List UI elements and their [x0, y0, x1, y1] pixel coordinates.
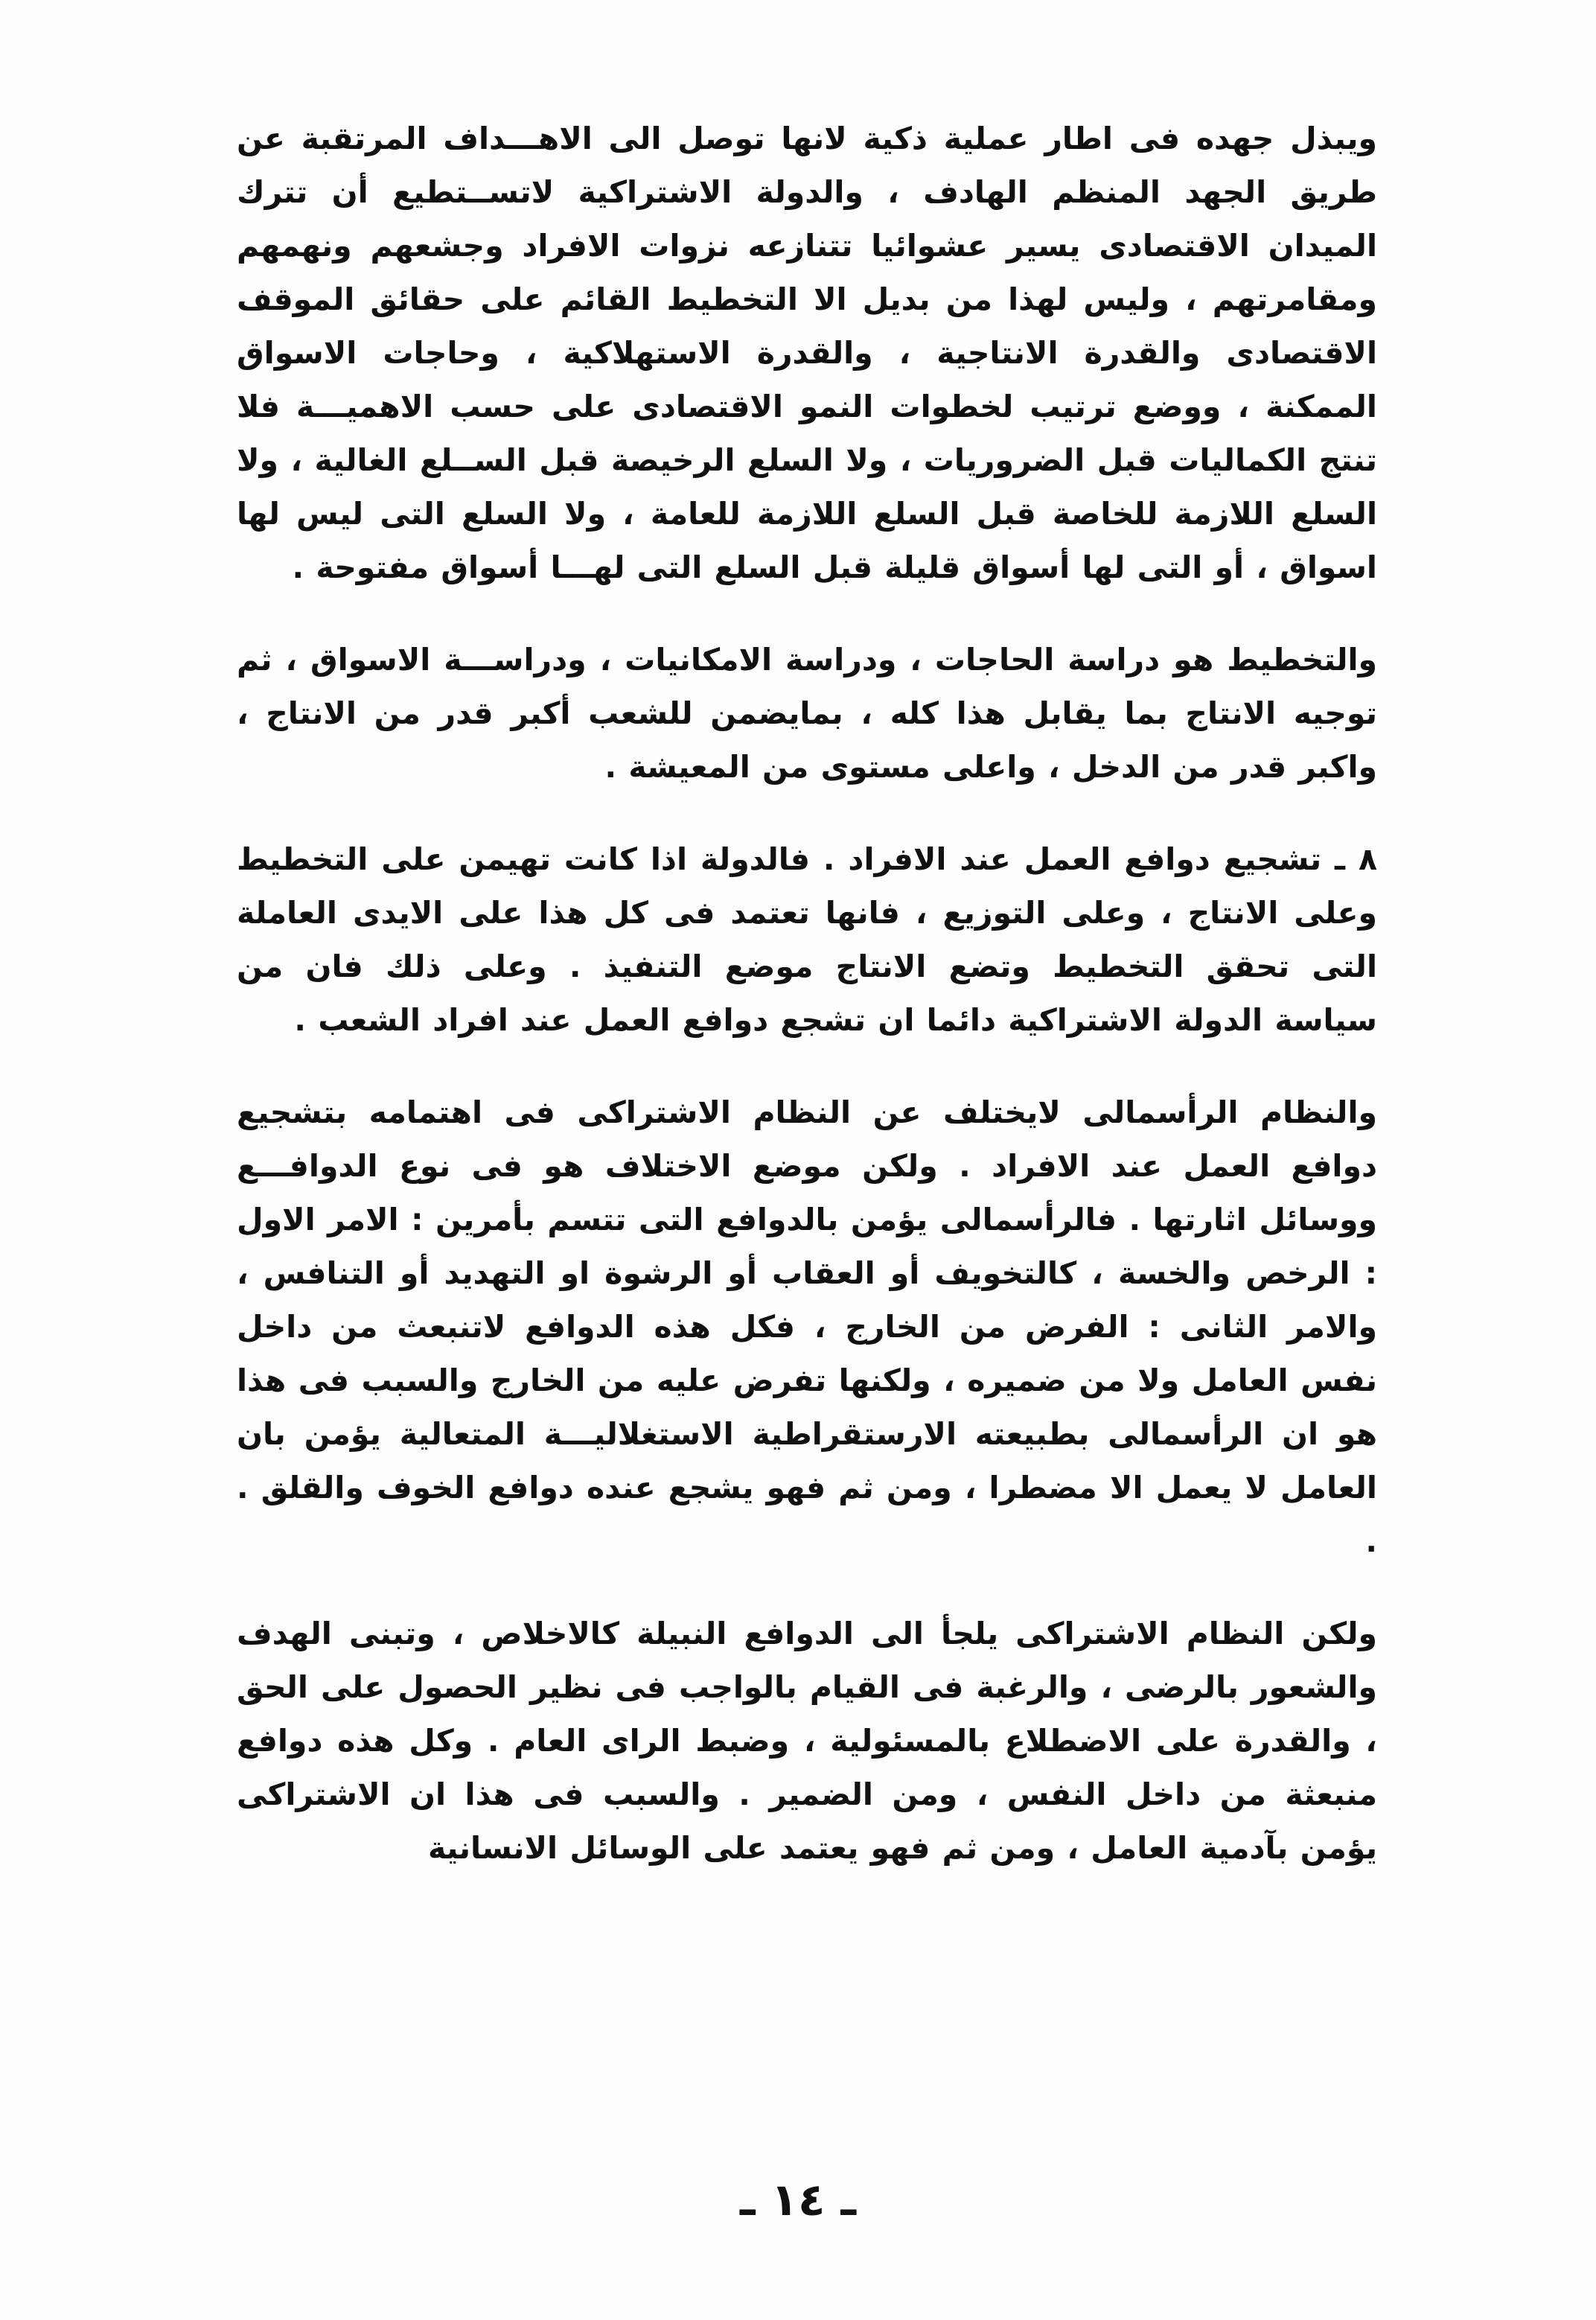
paragraph-4: والنظام الرأسمالى لايختلف عن النظام الاشتراكى فى اهتمامه بتشجيع دوافع العمل عند الافراد . ولكن موضع الاختلاف هو فى نوع الدوافـــع ووسائل اثارتها . فالرأسمالى يؤمن بالدوافع التى تتسم بأمرين : الامر الاول : الرخص والخسة ، كالتخويف أو العقاب أو الرشوة او التهديد أو التنافس ، والامر الثانى : الفرض من الخارج ، فكل هذه الدوافع لاتنبعث من داخل نفس العامل ولا من ضميره ، ولكنها تفرض عليه من الخارج والسبب فى هذا هو ان الرأسمالى بطبيعته الارستقراطية الاستغلاليـــة المتعالية يؤمن بان العامل لا يعمل الا مضطرا ، ومن ثم فهو يشجع عنده دوافع الخوف والقلق . .: [237, 1094, 1377, 1559]
paragraph-3: ٨ ـ تشجيع دوافع العمل عند الافراد . فالدولة اذا كانت تهيمن على التخطيط وعلى الانتاج ، وعلى التوزيع ، فانها تعتمد فى كل هذا على الايدى العاملة التى تحقق التخطيط وتضع الانتاج موضع التنفيذ . وعلى ذلك فان من سياسة الدولة الاشتراكية دائما ان تشجع دوافع العمل عند افراد الشعب .: [237, 841, 1377, 1038]
page-number: ـ ١٤ ـ: [739, 2174, 857, 2226]
text-column: [237, 112, 1377, 1875]
paragraph-1: ويبذل جهده فى اطار عملية ذكية لانها توصل الى الاهـــداف المرتقبة عن طريق الجهد المنظم الهادف ، والدولة الاشتراكية لاتســتطيع أن تترك الميدان الاقتصادى يسير عشوائيا تتنازعه نزوات الافراد وجشعهم ونهمهم ومقامرتهم ، وليس لهذا من بديل الا التخطيط القائم على حقائق الموقف الاقتصادى والقدرة الانتاجية ، والقدرة الاستهلاكية ، وحاجات الاسواق الممكنة ، ووضع ترتيب لخطوات النمو الاقتصادى على حسب الاهميـــة فلا تنتج الكماليات قبل الضروريات ، ولا السلع الرخيصة قبل الســلع الغالية ، ولا السلع اللازمة للخاصة قبل السلع اللازمة للعامة ، ولا السلع التى ليس لها اسواق ، أو التى لها أسواق قليلة قبل السلع التى لهـــا أسواق مفتوحة .: [237, 121, 1377, 585]
paragraph-5: ولكن النظام الاشتراكى يلجأ الى الدوافع النبيلة كالاخلاص ، وتبنى الهدف والشعور بالرضى ، والرغبة فى القيام بالواجب فى نظير الحصول على الحق ، والقدرة على الاضطلاع بالمسئولية ، وضبط الراى العام . وكل هذه دوافع منبعثة من داخل النفس ، ومن الضمير . والسبب فى هذا ان الاشتراكى يؤمن بآدمية العامل ، ومن ثم فهو يعتمد على الوسائل الانسانية: [237, 1616, 1377, 1866]
paragraph-2: والتخطيط هو دراسة الحاجات ، ودراسة الامكانيات ، ودراســـة الاسواق ، ثم توجيه الانتاج بما يقابل هذا كله ، بمايضمن للشعب أكبر قدر من الانتاج ، واكبر قدر من الدخل ، واعلى مستوى من المعيشة .: [237, 642, 1377, 785]
